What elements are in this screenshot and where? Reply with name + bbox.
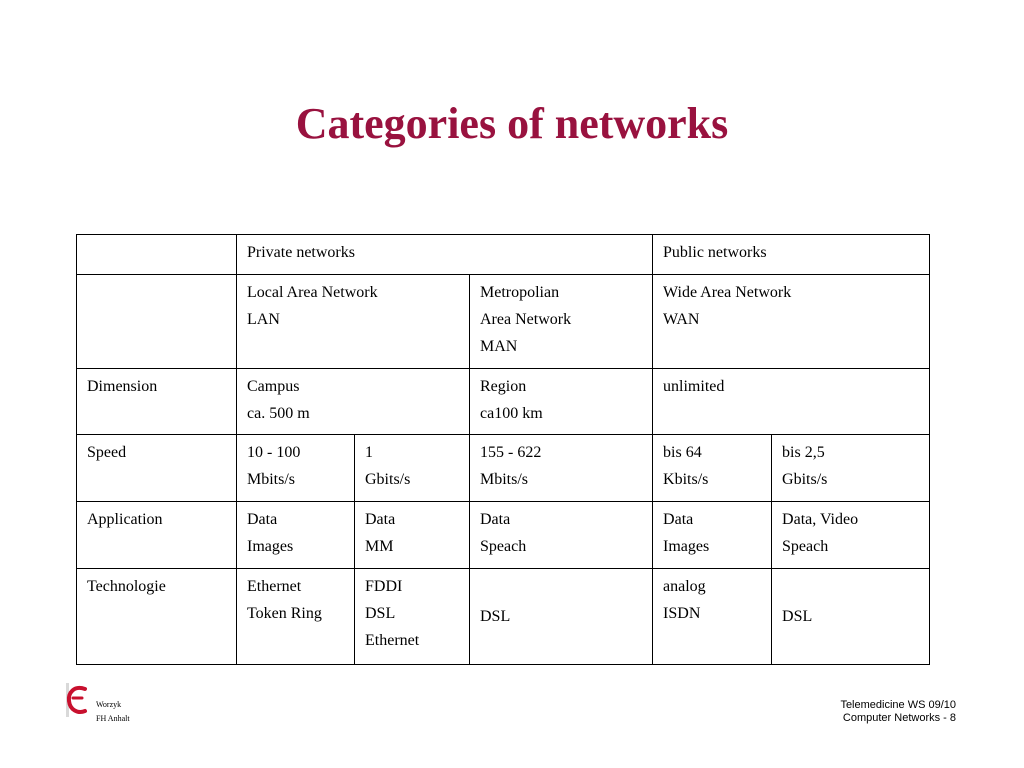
technologie-lan2-cell: FDDI DSL Ethernet — [355, 569, 470, 665]
man-type-cell: Metropolian Area Network MAN — [470, 275, 653, 369]
speed-wan1-cell: bis 64 Kbits/s — [653, 435, 772, 502]
application-lan1-cell: Data Images — [237, 502, 355, 569]
speed-lan1-cell: 10 - 100 Mbits/s — [237, 435, 355, 502]
application-man-cell: Data Speach — [470, 502, 653, 569]
speed-man-cell: 155 - 622 Mbits/s — [470, 435, 653, 502]
technologie-label: Technologie — [77, 569, 237, 665]
application-lan2-cell: Data MM — [355, 502, 470, 569]
speed-row — [77, 435, 930, 502]
speed-lan2-cell: 1 Gbits/s — [355, 435, 470, 502]
lan-type-cell: Local Area Network LAN — [237, 275, 470, 369]
technologie-wan2-cell: DSL — [772, 569, 930, 665]
dimension-row — [77, 369, 930, 435]
public-networks-header: Public networks — [653, 235, 930, 275]
speed-wan2-cell: bis 2,5 Gbits/s — [772, 435, 930, 502]
dimension-label: Dimension — [77, 369, 237, 435]
footer-author: Worzyk — [96, 700, 122, 709]
dimension-wan-cell: unlimited — [653, 369, 930, 435]
footer-course: Telemedicine WS 09/10 — [840, 699, 956, 711]
private-networks-header: Private networks — [237, 235, 653, 275]
fh-anhalt-logo-icon — [66, 683, 88, 717]
technologie-wan1-cell: analog ISDN — [653, 569, 772, 665]
table-corner-cell — [77, 235, 237, 275]
technologie-row — [77, 569, 930, 665]
slide-title: Categories of networks — [295, 99, 729, 148]
application-label: Application — [77, 502, 237, 569]
footer-institution: FH Anhalt — [96, 714, 130, 723]
application-row — [77, 502, 930, 569]
application-wan1-cell: Data Images — [653, 502, 772, 569]
technologie-lan1-cell: Ethernet Token Ring — [237, 569, 355, 665]
network-type-label-cell — [77, 275, 237, 369]
footer-page-number: Computer Networks - 8 — [842, 712, 956, 724]
footer-right — [840, 699, 956, 725]
technologie-man-cell: DSL — [470, 569, 653, 665]
application-wan2-cell: Data, Video Speach — [772, 502, 930, 569]
header-row — [77, 235, 930, 275]
wan-type-cell: Wide Area Network WAN — [653, 275, 930, 369]
dimension-man-cell: Region ca100 km — [470, 369, 653, 435]
dimension-lan-cell: Campus ca. 500 m — [237, 369, 470, 435]
footer-left — [96, 698, 130, 726]
network-type-row — [77, 275, 930, 369]
network-categories-table — [76, 234, 930, 665]
speed-label: Speed — [77, 435, 237, 502]
